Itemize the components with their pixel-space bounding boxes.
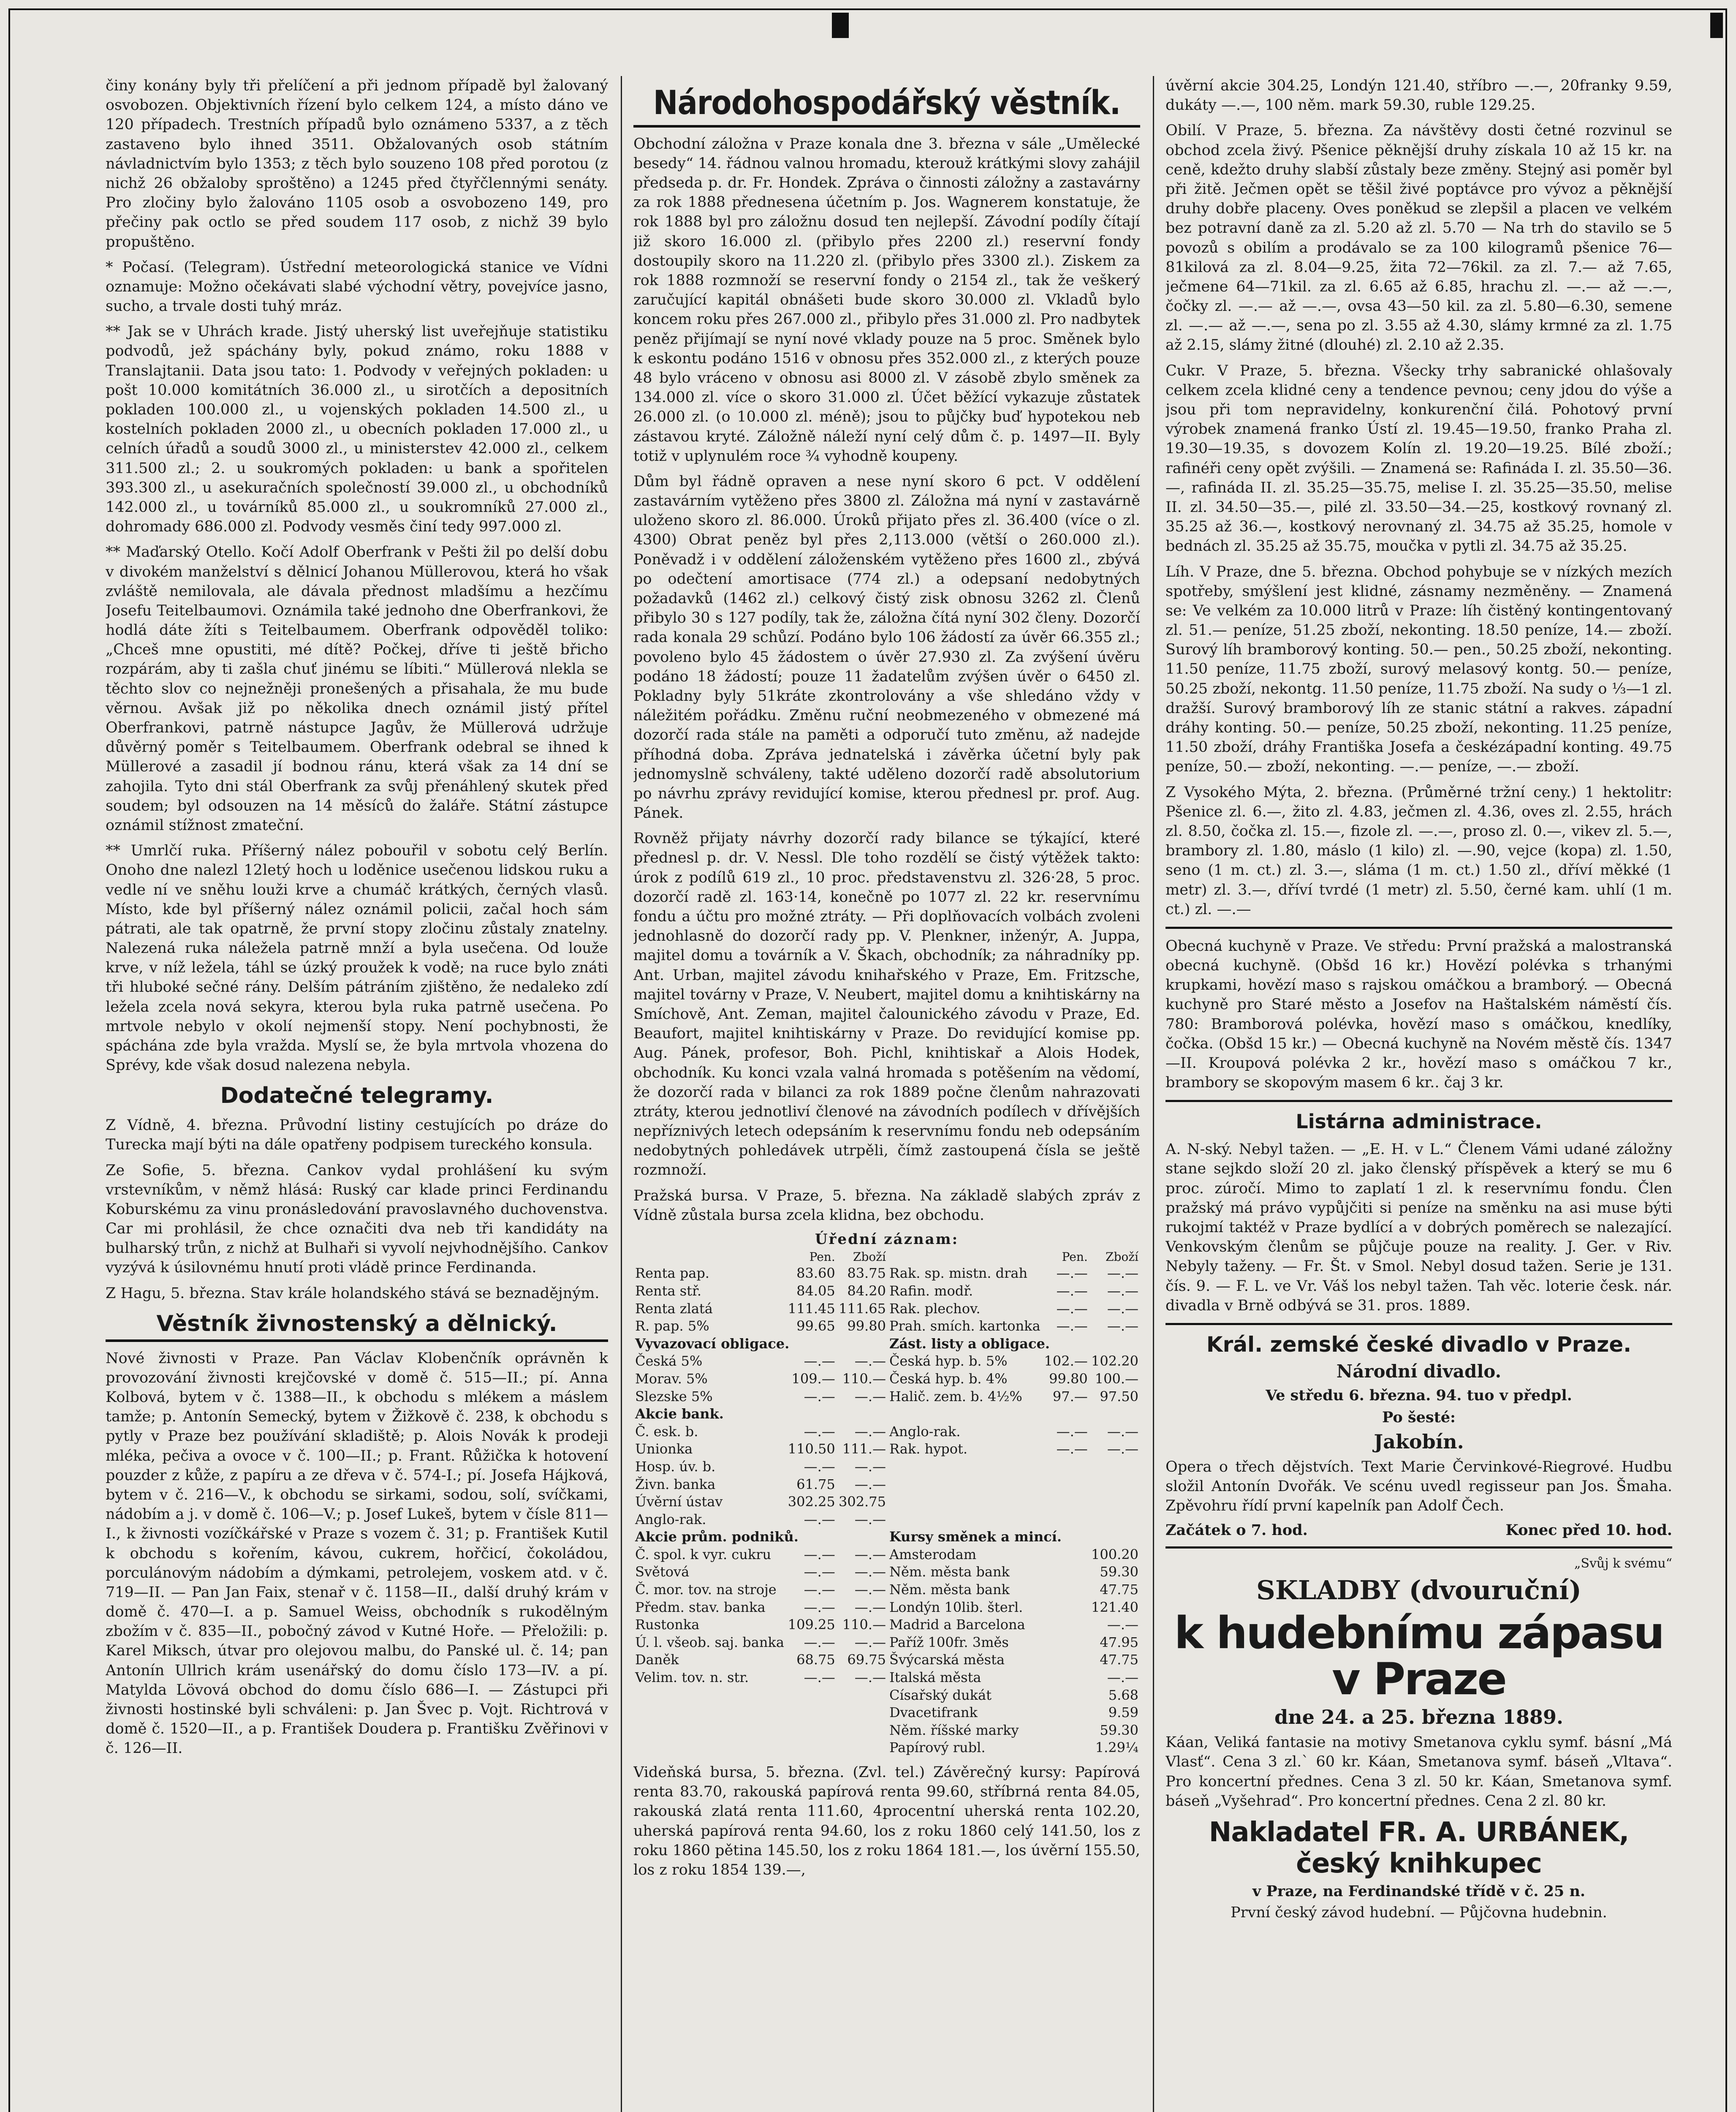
quote-name: Rak. sp. mistn. drah: [889, 1265, 1028, 1282]
publisher-name: Nakladatel FR. A. URBÁNEK, český knihkupec: [1209, 1816, 1629, 1879]
column-rule: [621, 76, 622, 2112]
article-paragraph: Obecná kuchyně v Praze. Ve středu: První pražská a malostranská obecná kuchyně. (Obšd 16 kr.) Hovězí polévka s trhanými krupkami, hovězí maso s rajskou omáčkou a bramborý. — Obecná kuchyně pro Staré město a Josefov na Haštalském náměstí čís. 780: Bramborová polévka, hovězí maso s omáčkou, knedlíky, čočka. (Obšd 15 kr.) — Obecná kuchyně na Novém městě čís. 1347—II. Kroupová polévka 2 kr., hovězí maso s omáčkou 7 kr., brambory se skopovým masem 6 kr.. čaj 3 kr.: [1165, 937, 1672, 1091]
ad-title: SKLADBY (dvouruční): [1256, 1575, 1581, 1606]
quote-name: Česká hyp. b. 5%: [889, 1353, 1008, 1369]
quote-value: —.—: [804, 1423, 835, 1440]
quote-name: Rak. plechov.: [889, 1300, 981, 1317]
column-2: [633, 76, 1140, 2112]
quote-row: [633, 1353, 1140, 1370]
quote-rows-d: [633, 1546, 1140, 1757]
column-header: Pen.: [1062, 1250, 1088, 1264]
quote-subtitle: Akcie bank.: [635, 1406, 724, 1422]
quote-row: [633, 1388, 1140, 1406]
article-paragraph: * Počasí. (Telegram). Ústřední meteorologická stanice ve Vídni oznamuje: Možno očekávati slabé východní větry, povejvíce jasno, sucho, a trvale dosti tuhý mráz.: [106, 259, 608, 315]
quote-value: [786, 1687, 837, 1704]
quote-value: —.—: [1107, 1617, 1138, 1633]
quote-row: [633, 1651, 1140, 1669]
quote-value: 47.95: [1100, 1634, 1138, 1650]
article-paragraph: Obilí. V Praze, 5. března. Za návštěvy dosti četné rozvinul se obchod zcela živý. Pšenice pěknější druhy získala 10 až 15 kr. na ceně, kdežto druhy slabší zůstaly beze změny. Stejný asi poměr byl při žitě. Ječmen opět se těšil živé poptávce pro vývoz a pěknější druhy dobře placeny. Oves poněkud se zlepšil a placen ve velkém bez potravní daně za zl. 5.20 až zl. 5.70 — Na trh do stavilo se 5 povozů s obilím a prodávalo se za 100 kilogramů pšenice 76—81kilová za zl. 8.04—9.25, žita 72—76kil. za zl. 7.— až 7.65, ječmene 64—71kil. za zl. 6.65 až 6.85, hrachu zl. —.— až —.—, čočky zl. —.— až —.—, ovsa 43—50 kil. za zl. 5.80—6.30, semene zl. —.— až —.—, sena po zl. 3.55 až 4.30, slámy krmné za zl. 1.75 až 2.15, slámy žitné (dlouhé) zl. 2.10 až 2.35.: [1165, 122, 1672, 354]
divider: [1165, 1546, 1672, 1549]
quote-row: [633, 1722, 1140, 1739]
quote-value: 99.65: [796, 1318, 835, 1334]
quote-row: [633, 1581, 1140, 1599]
quote-value: 83.60: [796, 1265, 835, 1282]
quote-name: Madrid a Barcelona: [889, 1617, 1025, 1633]
quote-value: —.—: [804, 1581, 835, 1598]
quote-value: 111.45: [788, 1300, 835, 1317]
quote-name: Švýcarská města: [889, 1652, 1005, 1668]
column-3: [1165, 76, 1672, 2112]
quote-name: Císařský dukát: [889, 1687, 992, 1703]
section-heading: Listárna administrace.: [1296, 1110, 1542, 1133]
article-paragraph: A. N-ský. Nebyl tažen. — „E. H. v L.“ Členem Vámi udané záložny stane sejkdo složí 20 zl. jako členský příspěvek a který se mu 6 proc. zúročí. Mimo to zaplatí 1 zl. k reservnímu fondu. Člen pražský má právo vypůjčiti si peníze na směnku na asi muse býti rukojmí taktéž v Praze bydlící a v dobrých poměrech se nalezající. Venkovským členům se půjčuje pouze na reality. J. Ger. v Riv. Nebyly taženy. — Fr. Št. v Smol. Nebyl dosud tažen. Serie je 131. čís. 9. — F. L. ve Vr. Váš los nebyl tažen. Tah věc. loterie česk. nár. divadla v Brně odbývá se 31. pros. 1889.: [1165, 1141, 1672, 1314]
quote-name: R. pap. 5%: [635, 1318, 709, 1334]
quote-name: [888, 1476, 1042, 1494]
quote-value: —.—: [1107, 1318, 1138, 1334]
quote-value: —.—: [854, 1669, 886, 1686]
quote-name: Londýn 10lib. šterl.: [889, 1599, 1023, 1615]
newspaper-page: [106, 76, 1672, 2112]
quote-name: Světová: [635, 1564, 690, 1580]
quote-value: [1089, 1458, 1140, 1476]
column-header: Pen.: [809, 1250, 835, 1264]
quote-name: Č. esk. b.: [635, 1423, 698, 1440]
quote-value: 121.40: [1091, 1599, 1138, 1615]
quote-value: 99.80: [847, 1318, 886, 1334]
quote-value: 110.—: [842, 1617, 886, 1633]
quote-value: —.—: [804, 1599, 835, 1615]
quote-name: [633, 1722, 786, 1739]
quote-value: —.—: [804, 1353, 835, 1369]
quote-value: —.—: [854, 1476, 886, 1492]
quote-name: Renta pap.: [635, 1265, 709, 1282]
quote-value: [837, 1739, 888, 1757]
quote-value: —.—: [854, 1564, 886, 1580]
article-paragraph: ** Maďarský Otello. Kočí Adolf Oberfrank v Pešti žil po delší dobu v divokém manželství s dělnicí Johanou Müllerovou, která ho však zvláště nemilovala, ale dávala přednost mladšímu a hezčímu Josefu Teitelbaumovi. Oznámila také jednoho dne Oberfrankovi, že hodlá dáte žíti s Teitelbaumem. Oberfrank odpověděl toliko: „Chceš mne opustiti, mé dítě? Počkej, dříve ti ještě břicho rozpárám, aby ti zašla chuť jinému se líbiti.“ Müllerová nlekla se těchto slov co nejnežněji pronešených a přisahala, že mu bude věrnou. Avšak již po několika dnech oznámil jistý přítel Oberfrankovi, patrně nástupce Jagův, že Müllerová udržuje důvěrný poměr s Teitelbaumem. Oberfrank odebral se ihned k Müllerové a zasadil jí bodnou ránu, která však za 14 dní se zahojila. Tyto dni stál Oberfrank za svůj přenáhlený skutek před soudem; byl odsouzen na 14 měsíců do žaláře. Státní zástupce oznámil stížnost zmateční.: [106, 544, 608, 834]
divider: [1165, 1100, 1672, 1102]
quote-row: [633, 1440, 1140, 1458]
quote-name: Úvěrní ústav: [635, 1494, 723, 1510]
quote-value: —.—: [1056, 1282, 1088, 1299]
quote-table: [633, 1249, 1140, 1757]
quote-value: 110.50: [788, 1441, 835, 1457]
quote-row: [633, 1546, 1140, 1564]
telegram-paragraph: Ze Sofie, 5. března. Cankov vydal prohlášení ku svým vrstevníkům, v němž hlásá: Ruský car klade princi Ferdinandu Koburskému za vinu pronásledování pravoslavného duchovenstva. Car mi prohlásil, že chce označiti dva neb tři kandidáty na bulharský trůn, z nichž at Bulhaři si vyvolí nejvhodnějšího. Cankov vyzývá k úsilovnému hnutí proti vládě prince Ferdinanda.: [106, 1162, 608, 1276]
quote-value: —.—: [804, 1669, 835, 1686]
quote-value: [786, 1739, 837, 1757]
quote-value: —.—: [854, 1599, 886, 1615]
quote-value: 109.—: [791, 1370, 835, 1387]
telegram-paragraph: Z Vídně, 4. března. Průvodní listiny cestujících po dráze do Turecka mají býti na dále opatřeny podpisem tureckého konsula.: [106, 1117, 608, 1154]
quote-value: 102.—: [1044, 1353, 1088, 1369]
theatre-end: Konec před 10. hod.: [1505, 1521, 1672, 1539]
quote-value: —.—: [1056, 1318, 1088, 1334]
quote-row: [633, 1476, 1140, 1494]
column-1: [106, 76, 608, 2112]
quote-name: Daněk: [635, 1652, 679, 1668]
theatre-description: Opera o třech dějstvích. Text Marie Červinkové-Riegrové. Hudbu složil Antonín Dvořák. Ve scénu uvedl regisseur pan Jos. Šmaha. Zpěvohru řídí první kapelník pan Adolf Čech.: [1165, 1458, 1672, 1515]
article-paragraph: Obchodní záložna v Praze konala dne 3. března v sále „Umělecké besedy“ 14. řádnou valnou hromadu, kterouž krátkými slovy zahájil předseda p. dr. Fr. Hondek. Zpráva o činnosti záložny a zastavárny za rok 1888 přednesena účetním p. Jos. Wagnerem konstatuje, že rok 1888 byl pro záložnu dosud ten nejlepší. Závodní podíly čítají již skoro 16.000 zl. (přibylo přes 2200 zl.) reservní fondy dostoupily skoro na 11.220 zl. (přibylo přes 3300 zl.). Ziskem za rok 1888 rozmnoží se reservní fondy o 2154 zl., tak že veškerý zaručující kapitál obnášeti bude skoro 30.000 zl. Vkladů bylo koncem roku přes 267.000 zl., přibylo přes 31.000 zl. Pro nadbytek peněz přijímají se nyní nové vklady pouze na 5 proc. Směnek bylo k eskontu podáno 1516 v obnosu přes 352.000 zl., z kterých pouze 48 bylo vráceno v obnosu asi 8000 zl. V zásobě zbylo směnek za 134.000 zl. více o skoro 31.000 zl. Účet běžící vykazuje zůstatek 26.000 zl. (o 10.000 zl. méně); jsou to půjčky buď hypotekou neb zástavou kryté. Záložně náleží nyní celý dům č. p. 1497—II. Byly totiž v uplynulém roce ¾ vyhodně koupeny.: [633, 135, 1140, 465]
quote-name: Česká 5%: [635, 1353, 703, 1369]
quote-row: [633, 1317, 1140, 1335]
quote-row: [633, 1282, 1140, 1300]
quote-value: [1089, 1493, 1140, 1511]
quote-value: 1.29¼: [1095, 1739, 1138, 1756]
article-paragraph: Líh. V Praze, dne 5. března. Obchod pohybuje se v nízkých mezích spotřeby, smýšlení jest klidné, zásnamy nezměněny. — Znamená se: Ve velkém za 10.000 litrů v Praze: líh čistěný kontingentovaný zl. 51.— peníze, 51.25 zboží, nekonting. 18.50 peníze, 14.— zboží. Surový líh bramborový konting. 50.— pen., 50.25 zboží, nekonting. 11.50 peníze, 11.75 zboží, surový melasový kontg. 50.— peníze, 50.25 zboží, nekontg. 11.50 peníze, 11.75 zboží. Na sudy o ⅓—1 zl. dražší. Surový bramborový líh ze stanic státní a rakves. západní dráhy konting. 50.— peníze, 50.25 zboží, nekonting. 11.25 peníze, 11.50 zboží, dráhy Františka Josefa a českézápadní konting. 49.75 peníze, 50.— zboží, nekonting. —.— peníze, —.— zboží.: [1165, 563, 1672, 776]
quote-value: [786, 1704, 837, 1722]
telegram-paragraph: Z Hagu, 5. března. Stav krále holandského stává se beznadějným.: [106, 1285, 600, 1302]
quote-value: —.—: [1056, 1441, 1088, 1457]
quote-value: [1042, 1493, 1089, 1511]
quote-name: Dvacetifrank: [889, 1704, 978, 1721]
quote-row: [633, 1511, 1140, 1529]
theatre-times: [1165, 1521, 1672, 1539]
quote-value: [1042, 1458, 1089, 1476]
quote-name: [888, 1458, 1042, 1476]
quote-name: Něm. města bank: [889, 1564, 1010, 1580]
quote-row: [633, 1687, 1140, 1704]
quote-name: Renta stř.: [635, 1282, 701, 1299]
quote-value: —.—: [854, 1546, 886, 1562]
quote-name: Č. mor. tov. na stroje: [635, 1581, 777, 1598]
theatre-subtitle: Národní divadlo.: [1336, 1361, 1502, 1382]
article-paragraph: Videňská bursa, 5. března. (Zvl. tel.) Závěrečný kursy: Papírová renta 83.70, rakouská papírová renta 99.60, stříbrná renta 84.05, rakouská zlatá renta 111.60, 4procentní uherská renta 102.20, uherská papírová renta 94.60, los z roku 1860 celý 141.50, los z roku 1860 pětina 145.50, los z roku 1864 181.—, los úvěrní 155.50, los z roku 1854 139.—,: [633, 1764, 1140, 1878]
ad-headline: k hudebnímu zápasu v Praze: [1174, 1607, 1664, 1705]
quote-name: Něm. města bank: [889, 1581, 1010, 1598]
article-paragraph: ** Jak se v Uhrách krade. Jistý uherský list uveřejňuje statistiku podvodů, jež spáchány byly, pokud známo, roku 1888 v Translajtanii. Data jsou tato: 1. Podvody v veřejných pokladen: u pošt 10.000 komitátních 36.000 zl., u sirotčích a depositních pokladen 100.000 zl., u vojenských pokladen 14.500 zl., u kostelních pokladen 2000 zl., u obecních pokladen 17.000 zl., u celních úřadů a soudů 3000 zl., u ministerstev 42.000 zl., celkem 311.500 zl.; 2. u soukromých pokladen: u bank a spořitelen 393.300 zl., u asekuračních společností 39.000 zl., u obchodníků 142.000 zl., u továrníků 85.000 zl., u soukromníků 27.000 zl., dohromady 686.000 zl. Podvody vesměs činí tedy 997.000 zl.: [106, 323, 608, 536]
quote-value: 84.20: [847, 1282, 886, 1299]
quote-name: Česká hyp. b. 4%: [889, 1370, 1008, 1387]
quote-value: —.—: [1107, 1669, 1138, 1686]
column-rule: [1153, 76, 1154, 2112]
column-header: Zboží: [1106, 1250, 1138, 1264]
quote-name: Papírový rubl.: [889, 1739, 986, 1756]
quote-subtitle: Vyvazovací obligace.: [635, 1335, 790, 1352]
quote-value: 83.75: [847, 1265, 886, 1282]
quote-value: 59.30: [1100, 1564, 1138, 1580]
quote-value: 97.50: [1100, 1388, 1138, 1404]
quote-value: 302.75: [838, 1494, 886, 1510]
quote-value: —.—: [854, 1458, 886, 1475]
quote-value: 97.—: [1052, 1388, 1088, 1404]
quote-value: —.—: [1107, 1282, 1138, 1299]
quote-name: Rustonka: [635, 1617, 700, 1633]
quote-name: Paříž 100fr. 3měs: [889, 1634, 1009, 1650]
ad-date: dne 24. a 25. března 1889.: [1274, 1706, 1563, 1729]
quote-value: —.—: [854, 1423, 886, 1440]
article-paragraph: činy konány byly tři přelíčení a při jednom případě byl žalovaný osvobozen. Objektivních řízení bylo celkem 124, a místo dáno ve 120 případech. Trestních případů bylo oznámeno 5337, a z těch zastaveno bylo ihned 3511. Obžalovaných osob státním návladnictvím bylo 1353; z těch bylo souzeno 108 před porotou (z nichž 26 obžaloby sproštěno) a 1245 před čtyřčlennými senáty. Pro zločiny bylo žalováno 1105 osob a osvobozeno 149, pro přečiny pak octlo se před soudem 117 osob, z nichž 39 bylo propuštěno.: [106, 77, 608, 250]
divider: [1165, 927, 1672, 929]
quote-name: Italská města: [889, 1669, 981, 1686]
quote-row: [633, 1669, 1140, 1687]
motto: „Svůj k svému“: [1574, 1556, 1672, 1571]
quote-value: —.—: [854, 1634, 886, 1650]
quote-row: [633, 1300, 1140, 1318]
section-heading: Národohospodářský věstník.: [633, 84, 1140, 128]
quote-value: —.—: [854, 1388, 886, 1404]
quote-value: 9.59: [1108, 1704, 1138, 1721]
quote-row: [633, 1739, 1140, 1757]
article-paragraph: Rovněž přijaty návrhy dozorčí rady bilance se týkající, které přednesl p. dr. V. Nessl. Dle toho rozdělí se čistý výtěžek takto: úrok z podílů 619 zl., 10 proc. představenstvu zl. 326·28, 5 proc. dozorčí radě zl. 163·14, konečně po 1077 zl. 22 kr. reservnímu fondu a účtu pro možné ztráty. — Při doplňovacích volbách zvoleni jednohlasně do dozorčí rady pp. V. Plenkner, inženýr, A. Juppa, majitel domu a továrník a V. Škach, obchodník; za náhradníky pp. Ant. Urban, majitel závodu knihařského v Praze, Em. Fritzsche, majitel továrny v Praze, V. Neubert, majitel domu a knihtiskárny na Smíchově, Ant. Zeman, majitel čalounického závodu v Praze, Ed. Beaufort, majitel knihtiskárny v Praze. Do revidující komise pp. Aug. Pánek, profesor, Boh. Pichl, knihtiskař a Alois Hodek, obchodník. Ku konci vzala valná hromada s potěšením na vědomí, že dozorčí rada v bilanci za rok 1889 počne členům nahrazovati ztráty, kterou jednotliví členové na závodních podílech v dřívějších nepříznivých letech odepsáním k reservnímu fondu neb odepsáním nedobytných pohledávek utrpěli, čímž zastoupená čísla se ještě rozmnoží.: [633, 830, 1140, 1179]
ad-text: Káan, Veliká fantasie na motivy Smetanova cyklu symf. básní „Má Vlasť“. Cena 3 zl.` 60 kr. Káan, Smetanova symf. báseň „Vltava“. Pro koncertní přednes. Cena 3 zl. 50 kr. Káan, Smetanova symf. báseň „Vyšehrad“. Pro koncertní přednes. Cena 2 zl. 80 kr.: [1165, 1734, 1672, 1810]
register-mark: [1710, 13, 1723, 38]
quote-name: Předm. stav. banka: [635, 1599, 766, 1615]
quote-value: [1042, 1476, 1089, 1494]
quote-value: [1042, 1511, 1089, 1529]
quote-value: 111.—: [842, 1441, 886, 1457]
quote-row: [633, 1370, 1140, 1388]
quote-name: Hosp. úv. b.: [635, 1458, 716, 1475]
quote-row: [633, 1634, 1140, 1652]
quote-name: Slezske 5%: [635, 1388, 713, 1404]
divider: [1165, 1323, 1672, 1325]
theatre-play: Jakobín.: [1374, 1430, 1464, 1453]
quote-name: [633, 1687, 786, 1704]
theatre-run: Po šesté:: [1382, 1408, 1456, 1426]
quote-name: [633, 1739, 786, 1757]
quote-value: —.—: [804, 1458, 835, 1475]
quote-value: 69.75: [847, 1652, 886, 1668]
quote-name: Č. spol. k vyr. cukru: [635, 1546, 772, 1562]
theatre-title: Král. zemské české divadlo v Praze.: [1206, 1332, 1632, 1357]
publisher-tagline: První český závod hudební. — Půjčovna hudebnin.: [1231, 1904, 1607, 1921]
quote-value: 47.75: [1100, 1581, 1138, 1598]
quote-value: —.—: [804, 1634, 835, 1650]
quote-value: 100.20: [1091, 1546, 1138, 1562]
quote-name: Rafin. modř.: [889, 1282, 973, 1299]
quote-value: —.—: [804, 1564, 835, 1580]
quote-value: —.—: [804, 1546, 835, 1562]
article-paragraph: Dům byl řádně opraven a nese nyní skoro 6 pct. V oddělení zastavárním vytěženo přes 3800 zl. Záložna má nyní v zastavárně uloženo skoro zl. 86.000. Úroků přijato přes zl. 36.400 (více o zl. 4300) Obrat peněz byl přes 2,113.000 (větší o 260.000 zl.). Poněvadž i v oddělení záloženském vytěženo přes 1600 zl., zbývá po odečtení amortisace (774 zl.) a odepsaní nedobytných požadavků (1462 zl.) celkový čistý zisk obnosu 3262 zl. Členů přibylo 30 s 127 podíly, tak že, záložna čítá nyní 302 členy. Dozorčí rada konala 29 schůzí. Podáno bylo 106 žádostí za úvěr 66.355 zl.; povoleno bylo 45 žádostem o úvěr 27.930 zl. Za zvýšení úvěru podáno 18 žádostí; pouze 11 žadatelům zvýšen úvěr o 6450 zl. Pokladny byly 51kráte zkontrolovány a vše shledáno vždy v náležitém pořádku. Změnu ruční neobmezeného v obmezené má dozorčí rada stále na paměti a odporučí tuto změnu, až nadejde příhodná doba. Zpráva jednatelská i závěrka účetní byly pak jednomyslně schváleny, takté uděleno dozorčí radě absolutorium po návrhu zprávy revidující komise, kterou přednesl pr. prof. Aug. Pánek.: [633, 473, 1140, 822]
quote-name: Prah. smích. kartonka: [889, 1318, 1041, 1334]
quote-name: Anglo-rak.: [635, 1511, 706, 1527]
quote-row: [633, 1563, 1140, 1581]
quote-value: —.—: [854, 1581, 886, 1598]
quote-value: 110.—: [842, 1370, 886, 1387]
register-mark: [832, 13, 849, 38]
quote-name: [888, 1493, 1042, 1511]
section-heading: Dodatečné telegramy.: [220, 1083, 494, 1109]
quote-value: 47.75: [1100, 1652, 1138, 1668]
quote-rows-c: [633, 1423, 1140, 1529]
quote-name: Anglo-rak.: [889, 1423, 961, 1440]
quote-value: 102.20: [1091, 1353, 1138, 1369]
article-paragraph: Pražská bursa. V Praze, 5. března. Na základě slabých zpráv z Vídně zůstala bursa zcela klidna, bez obchodu.: [633, 1187, 1140, 1224]
quote-value: —.—: [1107, 1265, 1138, 1282]
quote-name: Ú. l. všeob. saj. banka: [635, 1634, 784, 1650]
quote-title: Úřední záznam:: [815, 1231, 959, 1248]
section-heading: Věstník živnostenský a dělnický.: [106, 1312, 608, 1342]
quote-name: Halič. zem. b. 4½%: [889, 1388, 1022, 1404]
quote-value: —.—: [804, 1388, 835, 1404]
quote-value: [1089, 1511, 1140, 1529]
quote-value: [837, 1687, 888, 1704]
quote-row: [633, 1423, 1140, 1441]
quote-value: 59.30: [1100, 1722, 1138, 1738]
quote-rows-a: [633, 1265, 1140, 1335]
quote-name: [633, 1704, 786, 1722]
quote-value: 100.—: [1095, 1370, 1138, 1387]
publisher-address: v Praze, na Ferdinandské třídě v č. 25 n.: [1252, 1882, 1586, 1900]
quote-row: [633, 1265, 1140, 1282]
quote-name: Unionka: [635, 1441, 693, 1457]
quote-value: [1089, 1476, 1140, 1494]
quote-value: 99.80: [1049, 1370, 1088, 1387]
quote-name: Renta zlatá: [635, 1300, 713, 1317]
quote-value: [786, 1722, 837, 1739]
article-paragraph: Z Vysokého Mýta, 2. března. (Průměrné tržní ceny.) 1 hektolitr: Pšenice zl. 6.—, žito zl. 4.83, ječmen zl. 4.36, oves zl. 2.55, hrách zl. 8.50, čočka zl. 15.—, fizole zl. —.—, proso zl. 0.—, vikev zl. 5.—, brambory zl. 1.80, máslo (1 kilo) zl. —.90, vejce (kopa) zl. 1.50, seno (1 m. ct.) zl. 3.—, sláma (1 m. ct.) 1.50 zl., dříví měkké (1 metr) zl. 3.—, dříví tvrdé (1 metr) zl. 5.50, černé kam. uhlí (1 m. ct.) zl. —.—: [1165, 784, 1672, 918]
article-paragraph: ** Umrlčí ruka. Příšerný nález pobouřil v sobotu celý Berlín. Onoho dne nalezl 12letý hoch u loděnice usečenou lidskou ruku a vedle ní ve sněhu louži krve a chumáč krátkých, černých vlasů. Místo, kde byl příšerný nález oznámil policii, začal hoch sám pátrati, ale tak opatrně, že první stopy zločinu zůstaly znatelny. Nalezená ruka náležela patrně mnží a byla usečena. Od louže krve, v níž ležela, táhl se úzký proužek k vodě; na ruce bylo znáti tři hluboké sečné rány. Delším pátráním zjištěno, že nedaleko zdí ležela zcela nová sekyra, kterou byla ruka patrně usečena. Po mrtvole nebylo v okolí nejmenší stopy. Není pochybnosti, že spáchána zde byla vražda. Myslí se, že byla mrtvola vhozena do Sprévy, kde však dosud nalezena nebyla.: [106, 842, 608, 1074]
quote-rows-b: [633, 1353, 1140, 1405]
quote-name: [888, 1511, 1042, 1529]
quote-value: 109.25: [788, 1617, 835, 1633]
article-paragraph: Cukr. V Praze, 5. března. Všecky trhy sabranické ohlašovaly celkem zcela klidné ceny a tendence pevnou; ceny jdou do výše a jsou při tom nepravidelny, konkurenční čilá. Pohotový první výrobek znamená franko Ústí zl. 19.45—19.50, franko Praha zl. 19.30—19.35, s dovozem Kolín zl. 19.20—19.25. Bílé zboží.; rafinéři ceny opět zvýšili. — Znamená se: Rafináda I. zl. 35.50—36.—, rafináda II. zl. 35.25—35.75, melise I. zl. 35.25—35.50, melise II. zl. 34.50—35.—, pilé zl. 33.50—34.—25, kostkový rovnaný zl. 35.25 až 36.—, kostkový nerovnaný zl. 34.75 až 35.25, homole v bednách zl. 35.25 až 35.75, moučka v pytli zl. 34.75 až 35.25.: [1165, 362, 1672, 555]
quote-value: [837, 1722, 888, 1739]
quote-value: —.—: [1107, 1423, 1138, 1440]
quote-value: 111.65: [838, 1300, 886, 1317]
quote-row: [633, 1704, 1140, 1722]
quote-value: —.—: [854, 1353, 886, 1369]
quote-row: [633, 1599, 1140, 1617]
quote-subtitle: Kursy směnek a mincí.: [889, 1529, 1062, 1545]
quote-value: 302.25: [788, 1494, 835, 1510]
quote-name: Něm. říšské marky: [889, 1722, 1019, 1738]
quote-row: [633, 1616, 1140, 1634]
theatre-date: Ve středu 6. března. 94. tuo v předpl.: [1266, 1387, 1572, 1404]
quote-value: 68.75: [796, 1652, 835, 1668]
column-header: Zboží: [853, 1250, 886, 1264]
quote-row: [633, 1493, 1140, 1511]
quote-value: —.—: [1107, 1300, 1138, 1317]
quote-value: 84.05: [796, 1282, 835, 1299]
quote-value: —.—: [1056, 1423, 1088, 1440]
quote-value: 5.68: [1108, 1687, 1138, 1703]
quote-value: —.—: [1056, 1265, 1088, 1282]
quote-subtitle: Zást. listy a obligace.: [889, 1335, 1050, 1352]
quote-value: —.—: [1056, 1300, 1088, 1317]
article-paragraph: úvěrní akcie 304.25, Londýn 121.40, stříbro —.—, 20franky 9.59, dukáty —.—, 100 něm. mark 59.30, ruble 129.25.: [1165, 77, 1672, 114]
quote-value: 61.75: [796, 1476, 835, 1492]
quote-value: —.—: [1107, 1441, 1138, 1457]
quote-row: [633, 1458, 1140, 1476]
quote-name: Velim. tov. n. str.: [635, 1669, 749, 1686]
article-paragraph: Nové živnosti v Praze. Pan Václav Klobenčník oprávněn k provozování živnosti krejčovské v domě č. 515—II.; pí. Anna Kolbová, bytem v č. 1388—II., k obchodu s mlékem a máslem tamže; p. Antonín Semecký, bytem v Žižkově č. 238, k obchodu s pytly v Praze bez používání skladiště; p. Alois Novák k prodeji mléka, pečiva a ovoce v č. 100—II.; p. Frant. Růžička k hotovení pouzder z kůže, z papíru a ze dřeva v č. 574-I.; pí. Josefa Hájková, bytem v č. 216—V., k obchodu se sirkami, sodou, solí, svíčkami, nádobím a j. v domě č. 106—V.; p. Josef Lukeš, bytem v čísle 811—I., k živnosti vozíčkářské v Praze s vozem č. 31; p. František Kutil k obchodu s kořením, kávou, cukrem, hořčicí, čokoládou, porculánovým nádobím a dýmkami, petrolejem, voskem atd. v č. 719—II. — Pan Jan Faix, stenař v č. 1158—II., další druhý krám v domě č. 470—I. a p. Samuel Weiss, obchodník s rukodělným zbožím v č. 835—II., pobočný závod v Kutné Hoře. — Přeložili: p. Karel Miksch, útvar pro olejovou malbu, do Panské ul. č. 14; pan Antonín Ullrich krám usenářský do domu číslo 173—IV. a pí. Matylda Lövová obchod do domu číslo 686—I. — Zástupci při živnosti hostinské byli schváleni: p. Jan Švec p. Vojt. Richtrová v domě č. 1520—II., a p. František Doudera p. Františku Zvěřinovi v č. 126—II.: [106, 1350, 608, 1757]
quote-name: Rak. hypot.: [889, 1441, 968, 1457]
quote-value: [837, 1704, 888, 1722]
quote-name: Morav. 5%: [635, 1370, 708, 1387]
quote-value: —.—: [804, 1511, 835, 1527]
quote-name: Živn. banka: [635, 1476, 716, 1492]
quote-value: —.—: [854, 1511, 886, 1527]
quote-name: Amsterodam: [889, 1546, 977, 1562]
quote-subtitle: Akcie prům. podniků.: [635, 1529, 799, 1545]
theatre-start: Začátek o 7. hod.: [1165, 1521, 1308, 1539]
